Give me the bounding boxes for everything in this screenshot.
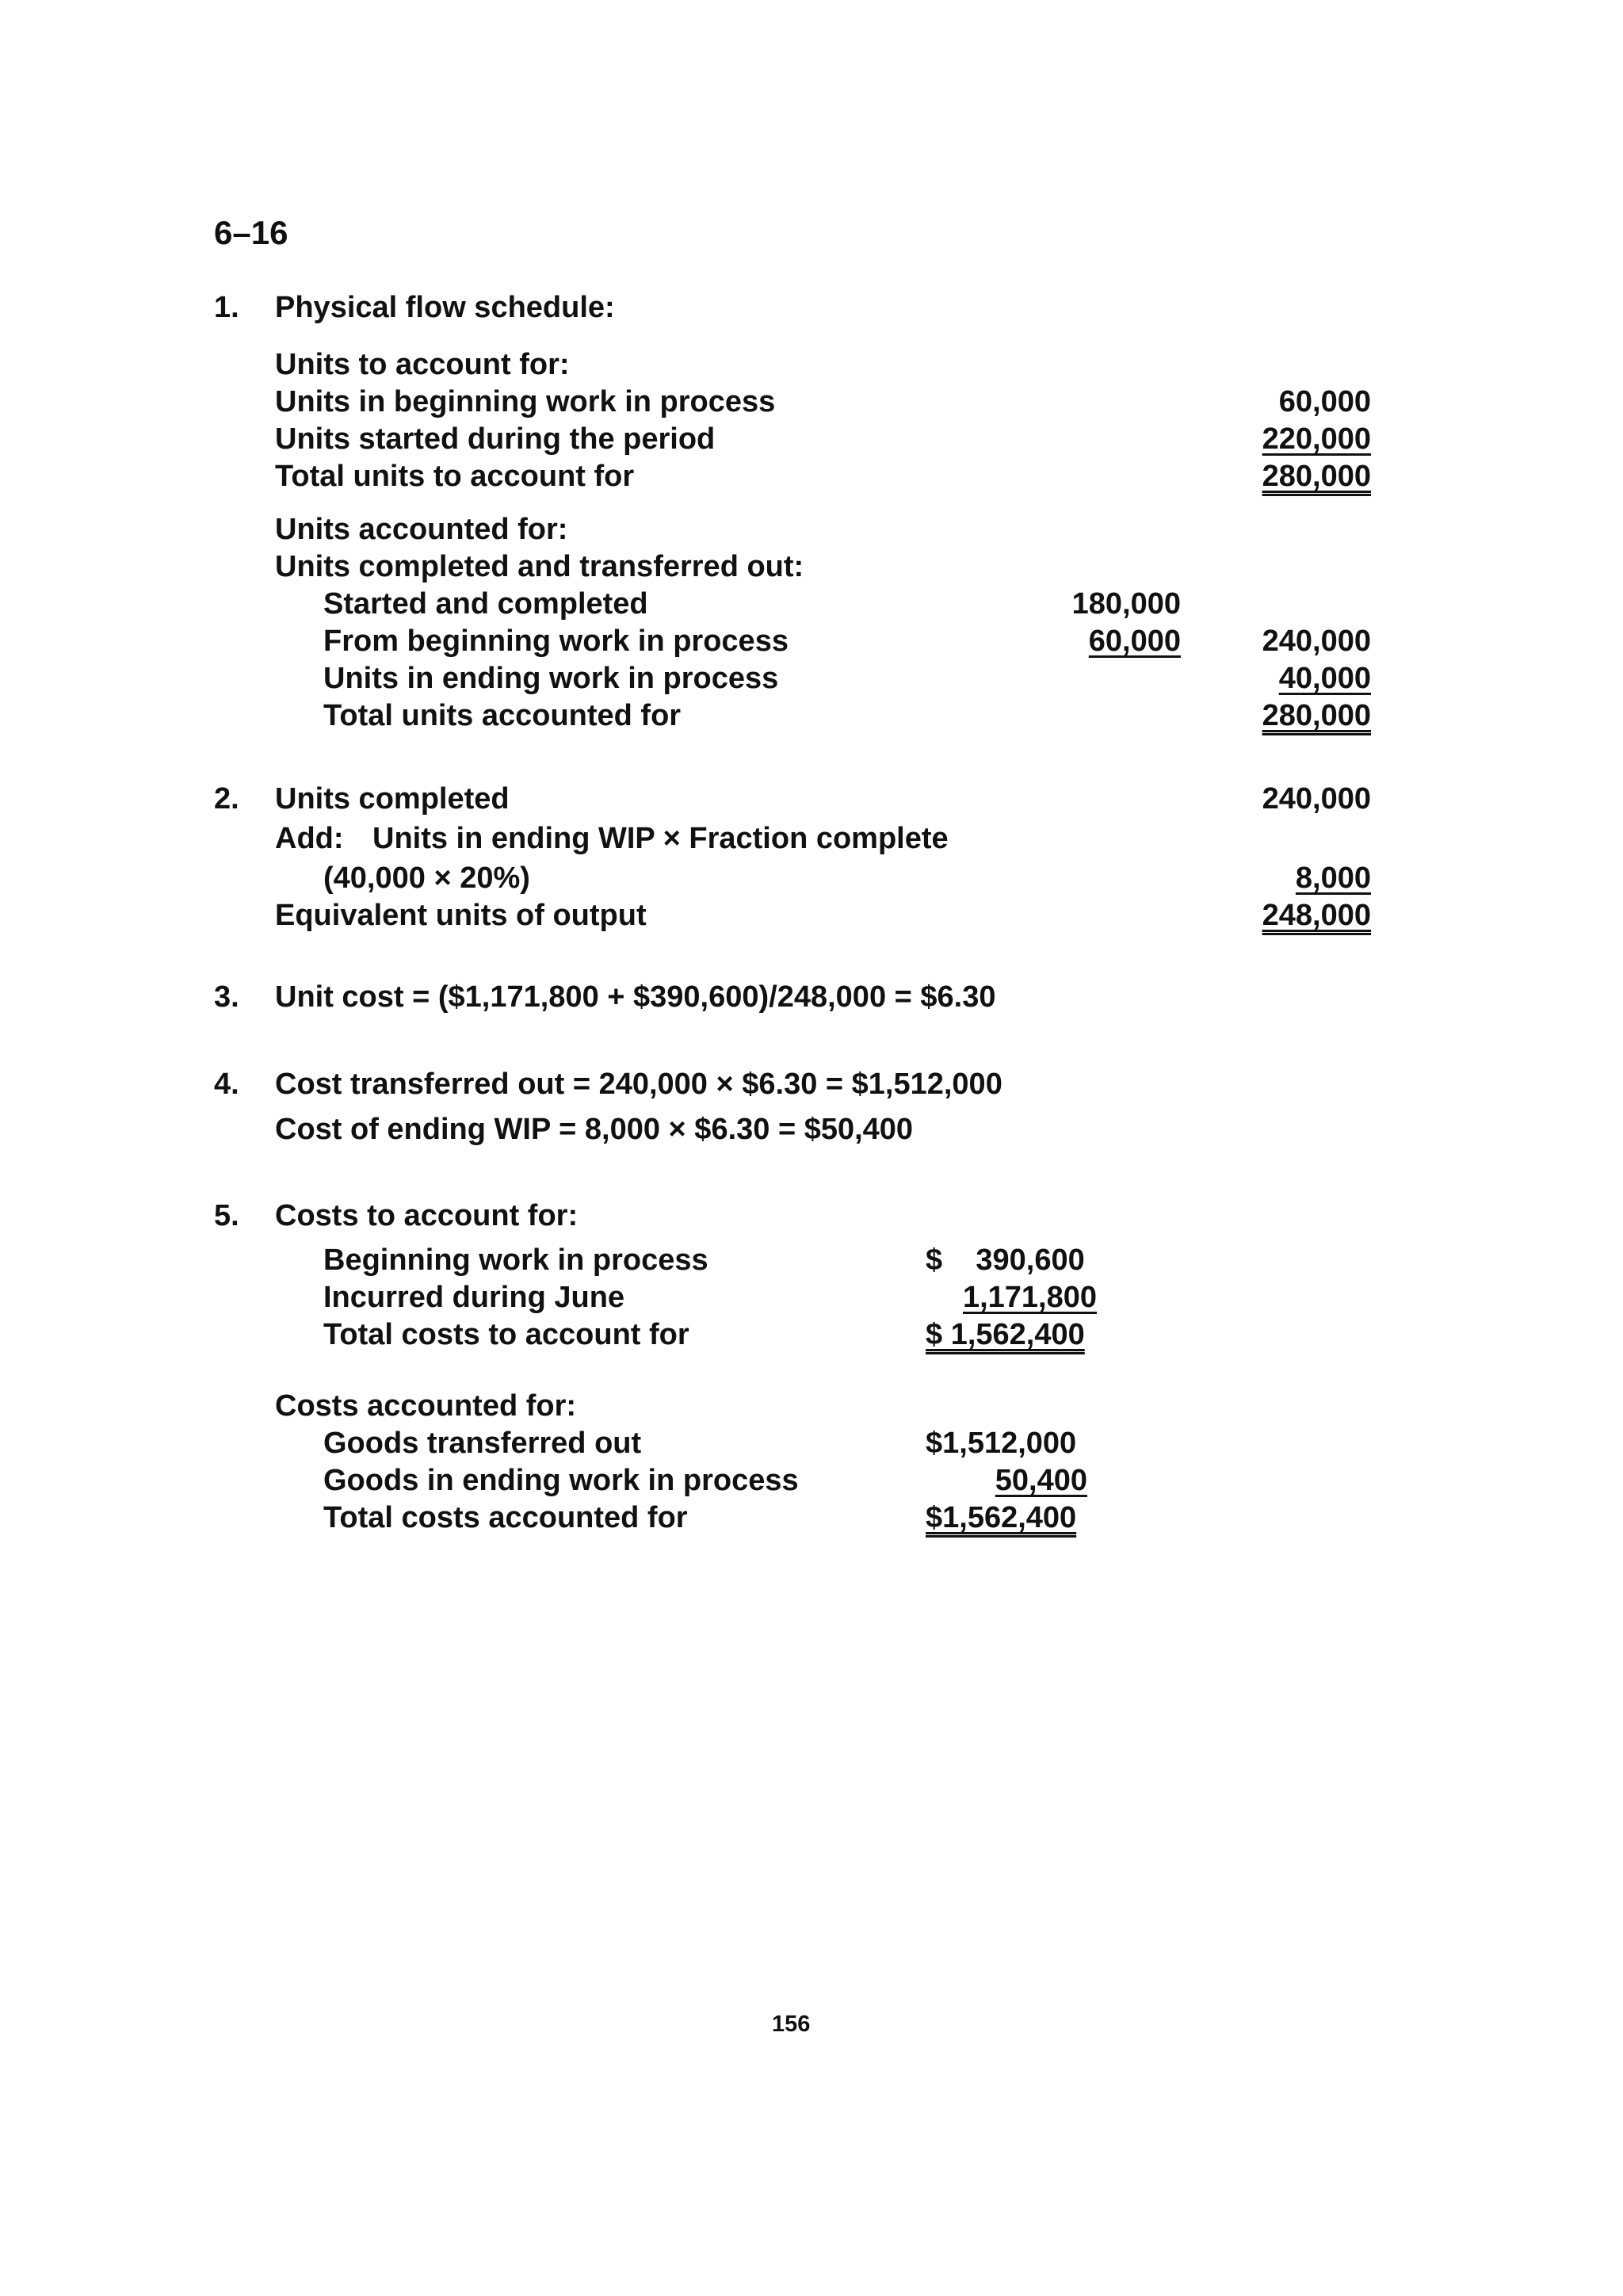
cost-label-total-to-account: Total costs to account for <box>323 1318 689 1351</box>
cost-label-beginning-wip: Beginning work in process <box>323 1244 708 1277</box>
row-value-units-beginning-wip: 60,000 <box>1278 385 1371 418</box>
add-label: Add: <box>275 822 344 855</box>
row-value-total-units-to-account: 280,000 <box>1262 460 1371 493</box>
units-to-account-header: Units to account for: <box>275 348 570 381</box>
costs-accounted-header: Costs accounted for: <box>275 1389 577 1423</box>
row-label-started-and-completed: Started and completed <box>323 587 648 621</box>
cost-value-incurred-june: 1,171,800 <box>962 1281 1097 1314</box>
row-value-units-ending-wip: 40,000 <box>1278 662 1371 695</box>
units-accounted-header: Units accounted for: <box>275 513 568 546</box>
cost-transferred-line: Cost transferred out = 240,000 × $6.30 = $1,512,000 <box>275 1068 1002 1101</box>
calc-label: (40,000 × 20%) <box>323 861 530 895</box>
equiv-units-label: Equivalent units of output <box>275 899 647 932</box>
row-value-total-units-accounted: 280,000 <box>1262 699 1371 732</box>
cost-value-total-accounted: $1,562,400 <box>926 1501 1077 1534</box>
cost-label-goods-transferred: Goods transferred out <box>323 1427 642 1460</box>
row-label-units-started: Units started during the period <box>275 422 716 456</box>
page-number: 156 <box>772 2011 811 2037</box>
cost-ending-wip-line: Cost of ending WIP = 8,000 × $6.30 = $50,400 <box>275 1113 914 1146</box>
row-label-total-units-accounted: Total units accounted for <box>323 699 682 732</box>
cost-value-beginning-wip: $ 390,600 <box>926 1244 1085 1277</box>
row-sub-from-beginning-wip: 60,000 <box>1088 625 1181 658</box>
part1-heading: Physical flow schedule: <box>275 291 615 324</box>
cost-value-goods-ending-wip: 50,400 <box>995 1464 1087 1497</box>
cost-label-incurred-june: Incurred during June <box>323 1281 625 1314</box>
part5-number: 5. <box>214 1199 239 1232</box>
cost-value-total-to-account: $ 1,562,400 <box>926 1318 1085 1351</box>
units-completed-value: 240,000 <box>1262 782 1371 816</box>
cost-value-goods-transferred: $1,512,000 <box>926 1427 1077 1460</box>
row-label-units-ending-wip: Units in ending work in process <box>323 662 779 695</box>
row-value-completed-transferred: 240,000 <box>1262 625 1371 658</box>
row-label-total-units-to-account: Total units to account for <box>275 460 635 493</box>
units-completed-transferred-subheader: Units completed and transferred out: <box>275 550 804 583</box>
row-label-from-beginning-wip: From beginning work in process <box>323 625 789 658</box>
costs-to-account-header: Costs to account for: <box>275 1199 579 1232</box>
cost-label-total-accounted: Total costs accounted for <box>323 1501 688 1534</box>
part3-number: 3. <box>214 980 239 1014</box>
part4-number: 4. <box>214 1068 239 1101</box>
row-sub-started-and-completed: 180,000 <box>1071 587 1181 621</box>
part2-number: 2. <box>214 782 239 816</box>
units-completed-label: Units completed <box>275 782 510 816</box>
row-label-units-beginning-wip: Units in beginning work in process <box>275 385 776 418</box>
equiv-units-value: 248,000 <box>1262 899 1371 932</box>
calc-value: 8,000 <box>1295 861 1371 895</box>
problem-title: 6–16 <box>214 214 288 251</box>
cost-label-goods-ending-wip: Goods in ending work in process <box>323 1464 799 1497</box>
unit-cost-line: Unit cost = ($1,171,800 + $390,600)/248,000 = $6.30 <box>275 980 996 1014</box>
add-text: Units in ending WIP × Fraction complete <box>372 822 949 855</box>
part1-number: 1. <box>214 291 239 324</box>
row-value-units-started: 220,000 <box>1262 422 1371 456</box>
